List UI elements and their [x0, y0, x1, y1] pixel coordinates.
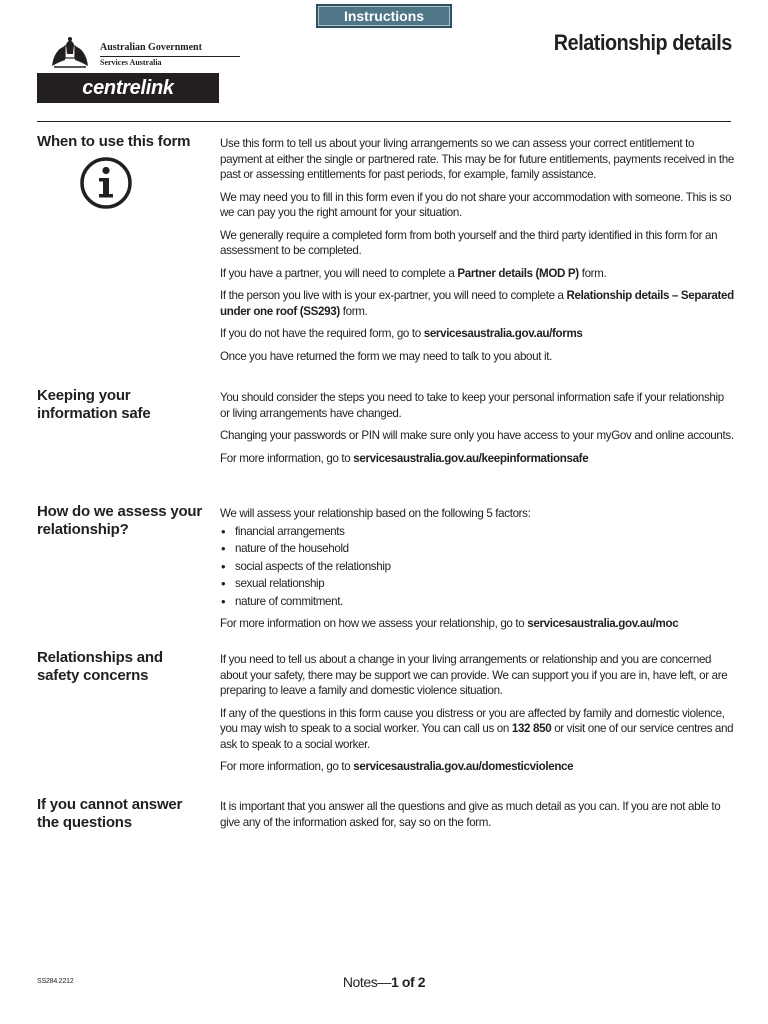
logo-divider — [100, 56, 240, 57]
form-name-separated: Relationship details – Separated under one roof (SS293) — [220, 289, 734, 318]
paragraph: You should consider the steps you need to take to keep your personal information safe if your relationship or living arrangements have changed. — [220, 391, 724, 420]
phone-number: 132 850 — [511, 722, 552, 735]
paragraph: For more information on how we assess your relationship, go to servicesaustralia.gov.au/moc — [220, 617, 679, 631]
paragraph: If any of the questions in this form cause you distress or you are affected by family and domestic violence, you may wish to speak to a social worker. You can call us on 132 850 or visit one of our service centres and ask to speak to a social worker. — [220, 706, 734, 751]
section-heading: When to use this form — [37, 133, 191, 150]
government-logo — [46, 36, 246, 70]
section-body — [220, 799, 735, 837]
coat-of-arms-icon — [46, 36, 94, 70]
paragraph: It is important that you answer all the questions and give as much detail as you can. If you are not able to give any of the information asked for, say so on the form. — [220, 800, 721, 829]
paragraph: Once you have returned the form we may need to talk to you about it. — [220, 349, 552, 363]
section-heading: Keeping your information safe — [37, 387, 151, 422]
page-number: Notes—1 of 2 — [342, 974, 426, 990]
section-body — [220, 136, 735, 371]
list-item: • financial arrangements — [220, 523, 735, 541]
centrelink-logo: centrelink — [37, 73, 219, 103]
moc-link[interactable]: servicesaustralia.gov.au/moc — [527, 617, 679, 631]
factor-list — [220, 523, 735, 611]
keepinformationsafe-link[interactable]: servicesaustralia.gov.au/keepinformationsafe — [353, 451, 589, 465]
paragraph: We will assess your relationship based on the following 5 factors: — [220, 507, 531, 520]
list-item: • nature of the household — [220, 540, 735, 558]
paragraph: If you have a partner, you will need to complete a Partner details (MOD P) form. — [220, 266, 607, 280]
paragraph: We generally require a completed form from both yourself and the third party identified in this form for an assessment to be completed. — [220, 228, 718, 257]
section-heading: How do we assess your relationship? — [37, 503, 203, 538]
paragraph: Changing your passwords or PIN will make sure only you have access to your myGov and online accounts. — [220, 429, 734, 442]
instructions-tab[interactable]: Instructions — [316, 4, 452, 28]
form-code: SS284.2212 — [37, 978, 74, 985]
section-heading: If you cannot answer the questions — [37, 796, 183, 831]
agency-name: Services Australia — [100, 58, 162, 67]
government-name: Australian Government — [100, 42, 202, 53]
paragraph: If you do not have the required form, go to servicesaustralia.gov.au/forms — [220, 327, 583, 340]
domesticviolence-link[interactable]: servicesaustralia.gov.au/domesticviolence — [353, 760, 574, 773]
paragraph: We may need you to fill in this form even if you do not share your accommodation with someone. This is so we can pay you the right amount for your situation. — [220, 190, 732, 219]
section-body — [220, 390, 735, 473]
paragraph: If you need to tell us about a change in your living arrangements or relationship and you are concerned about your safety, there may be support we can provide. We can support you if you are in, have left, or are preparing to leave a family and domestic violence situation. — [220, 653, 728, 697]
document-title: Relationship details — [553, 30, 732, 55]
paragraph: For more information, go to servicesaustralia.gov.au/domesticviolence — [220, 760, 574, 773]
form-name-partner-details: Partner details (MOD P) — [457, 266, 579, 280]
info-icon — [79, 156, 133, 210]
section-body — [220, 506, 735, 639]
header-divider — [37, 121, 731, 122]
list-item: • social aspects of the relationship — [220, 558, 735, 576]
list-item: • nature of commitment. — [220, 593, 735, 611]
paragraph: For more information, go to servicesaustralia.gov.au/keepinformationsafe — [220, 451, 589, 465]
section-heading: Relationships and safety concerns — [37, 649, 163, 684]
list-item: • sexual relationship — [220, 575, 735, 593]
paragraph: If the person you live with is your ex-partner, you will need to complete a Relationship details – Separated under one roof (SS293) form. — [220, 289, 734, 318]
forms-link[interactable]: servicesaustralia.gov.au/forms — [423, 327, 583, 340]
section-body — [220, 652, 735, 782]
paragraph: Use this form to tell us about your living arrangements so we can assess your correct entitlement to payment at either the single or partnered rate. This may be for future entitlements, payments received in the past or assessing entitlements for past periods, for example, family assistance. — [220, 137, 734, 181]
